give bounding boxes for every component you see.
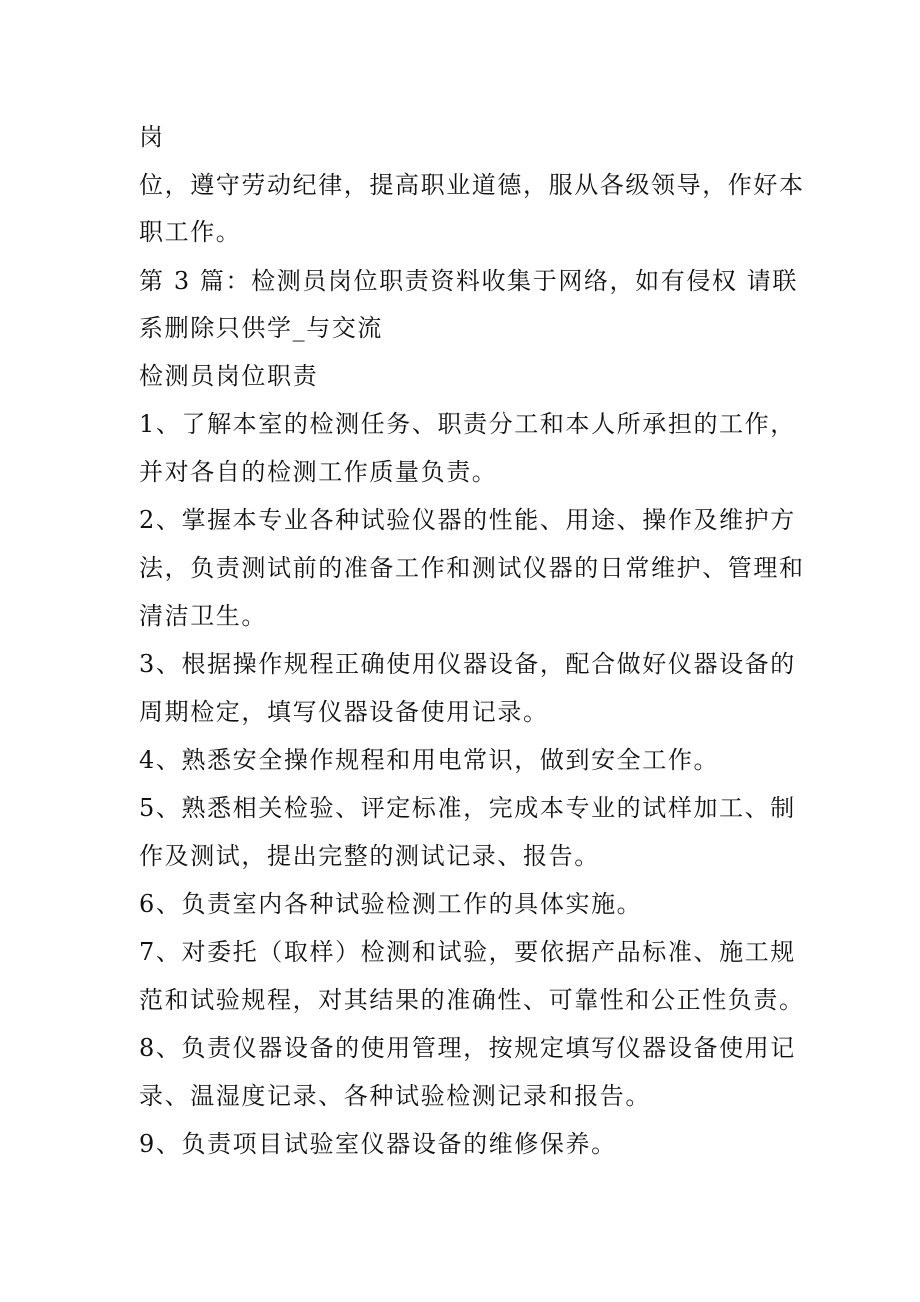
text-line: 岗 [139,123,165,151]
list-item: 2、掌握本专业各种试验仪器的性能、用途、操作及维护方 [139,506,796,534]
list-item-continuation: 范和试验规程，对其结果的准确性、可靠性和公正性负责。 [139,986,805,1014]
list-item: 8、负责仪器设备的使用管理，按规定填写仪器设备使用记 [139,1034,796,1062]
list-item-continuation: 录、温湿度记录、各种试验检测记录和报告。 [139,1082,651,1110]
list-item: 4、熟悉安全操作规程和用电常识，做到安全工作。 [139,746,720,774]
list-item-continuation: 清洁卫生。 [139,602,267,630]
section-heading: 第 3 篇：检测员岗位职责资料收集于网络，如有侵权 请联 [139,267,798,295]
list-item: 6、负责室内各种试验检测工作的具体实施。 [139,890,643,918]
list-item-continuation: 周期检定，填写仪器设备使用记录。 [139,698,549,726]
text-line: 位，遵守劳动纪律，提高职业道德，服从各级领导，作好本 [139,171,805,199]
list-item-continuation: 并对各自的检测工作质量负责。 [139,458,498,486]
list-item: 7、对委托（取样）检测和试验，要依据产品标准、施工规 [139,938,796,966]
text-line: 职工作。 [139,218,242,246]
section-heading: 系删除只供学_与交流 [139,314,383,342]
list-item: 5、熟悉相关检验、评定标准，完成本专业的试样加工、制 [139,794,796,822]
list-item: 3、根据操作规程正确使用仪器设备，配合做好仪器设备的 [139,650,796,678]
list-item: 9、负责项目试验室仪器设备的维修保养。 [139,1130,617,1158]
document-title: 检测员岗位职责 [139,362,319,390]
list-item: 1、了解本室的检测任务、职责分工和本人所承担的工作， [139,410,796,438]
list-item-continuation: 作及测试，提出完整的测试记录、报告。 [139,842,600,870]
list-item-continuation: 法，负责测试前的准备工作和测试仪器的日常维护、管理和 [139,554,805,582]
